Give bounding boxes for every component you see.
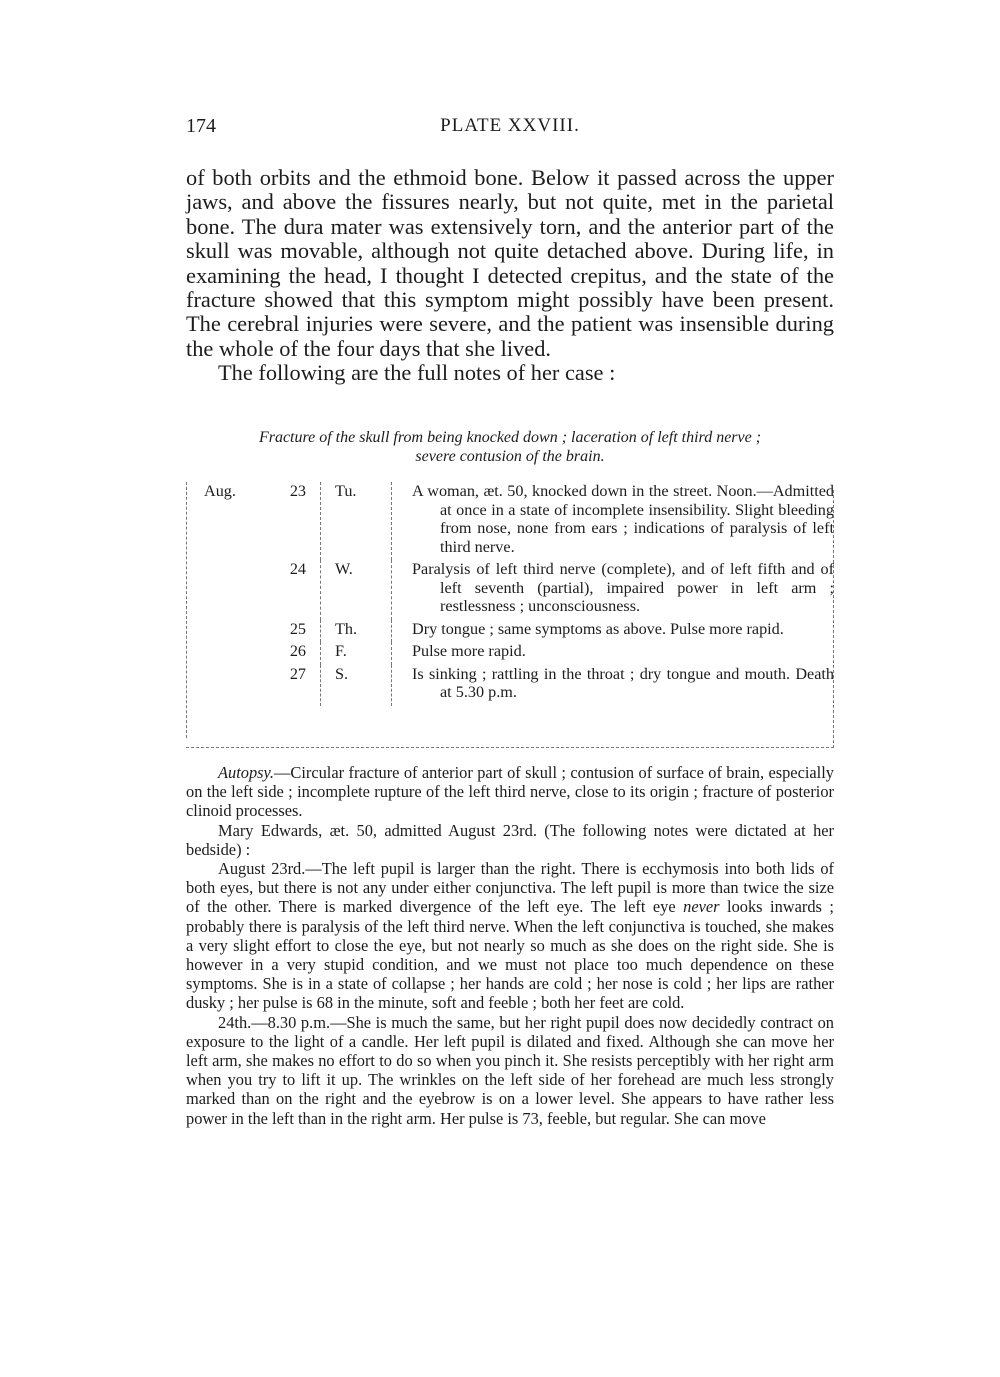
paragraph: The following are the full notes of her case : [218, 360, 616, 386]
note-cell [392, 482, 835, 560]
clinical-notes [186, 763, 834, 1128]
day-cell: 27 [262, 665, 321, 706]
table-border-bottom [186, 747, 834, 748]
day-cell: 23 [262, 482, 321, 560]
emphasis-never: never [683, 897, 720, 917]
weekday-cell: F. [321, 642, 392, 665]
month-cell [186, 560, 262, 620]
autopsy-text: —Circular fracture of anterior part of skull ; contusion of surface of brain, especially on the left side ; incomplete rupture of the left third nerve, close to its origin ; fracture of posterior clinoid processes. [186, 763, 834, 821]
table-row [186, 560, 834, 620]
case-notes-table [186, 482, 834, 706]
note-text: Is sinking ; rattling in the throat ; dry tongue and mouth. Death at 5.30 p.m. [412, 664, 834, 701]
table-row [186, 482, 834, 560]
aug23-paragraph [186, 859, 834, 1013]
note-text: Dry tongue ; same symptoms as above. Pulse more rapid. [412, 619, 784, 638]
table-row [186, 642, 834, 665]
note-cell [392, 620, 835, 643]
paragraph: of both orbits and the ethmoid bone. Below it passed across the upper jaws, and above the fissures nearly, but not quite, met in the parietal bone. The dura mater was extensively torn, and the anterior part of the skull was movable, although not quite detached above. During life, in examining the head, I thought I detected crepitus, and the state of the fracture showed that this symptom might possibly have been present. The cerebral injuries were severe, and the patient was insensible during the whole of the four days that she lived. [186, 165, 834, 361]
page-header [186, 115, 834, 143]
case-title-line: severe contusion of the brain. [415, 448, 605, 465]
weekday-cell: Tu. [321, 482, 392, 560]
case-table [186, 482, 834, 748]
weekday-cell: Th. [321, 620, 392, 643]
aug24-paragraph: 24th.—8.30 p.m.—She is much the same, but her right pupil does now decidedly contract on exposure to the light of a candle. Her left pupil is dilated and fixed. Although she can move her left arm, she makes no effort to do so when you pinch it. She resists perceptibly with her right arm when you try to lift it up. The wrinkles on the left side of her forehead are much less strongly marked than on the right and the eyebrow is on a lower level. She appears to have rather less power in the left than in the right arm. Her pulse is 73, feeble, but regular. She can move [186, 1012, 834, 1128]
note-text: A woman, æt. 50, knocked down in the street. Noon.—Admitted at once in a state of incomplete insensibility. Slight bleeding from nose, none from ears ; indications of paralysis of left third nerve. [412, 482, 834, 556]
day-cell: 24 [262, 560, 321, 620]
autopsy-paragraph [186, 763, 834, 821]
table-border-right [833, 490, 834, 748]
table-row [186, 620, 834, 643]
month-cell [186, 665, 262, 706]
day-cell: 25 [262, 620, 321, 643]
admission-paragraph: Mary Edwards, æt. 50, admitted August 23rd. (The following notes were dictated at her bedside) : [186, 820, 834, 859]
month-cell: Aug. [204, 482, 236, 500]
page-number: 174 [186, 115, 216, 137]
autopsy-label: Autopsy. [218, 763, 274, 782]
aug23-text: August 23rd.—The left pupil is larger than the right. There is ecchymosis into both lids of both eyes, but there is not any under either conjunctiva. The left pupil is more than twice the size of the other. There is marked divergence of the left eye. The left eye [186, 859, 834, 917]
table-row [186, 665, 834, 706]
running-title: PLATE XXVIII. [440, 115, 580, 136]
aug23-text-cont: looks inwards ; probably there is paralysis of the left third nerve. When the left conjunctiva is touched, she makes a very slight effort to close the eye, but not nearly so much as she does on the right side. She is however in a very stupid condition, and we must not place too much dependence on these symptoms. She is in a state of collapse ; her hands are cold ; her nose is cold ; her lips are rather dusky ; her pulse is 68 in the minute, soft and feeble ; both her feet are cold. [186, 897, 834, 1013]
month-cell [186, 642, 262, 665]
day-cell: 26 [262, 642, 321, 665]
body-text [186, 166, 834, 386]
note-text: Pulse more rapid. [412, 642, 526, 660]
note-cell [392, 560, 835, 620]
weekday-cell: S. [321, 665, 392, 706]
weekday-cell: W. [321, 560, 392, 620]
case-title-line: Fracture of the skull from being knocked down ; laceration of left third nerve ; [258, 429, 762, 446]
table-border-left [186, 482, 187, 738]
month-cell [186, 620, 262, 643]
note-text: Paralysis of left third nerve (complete), and of left fifth and of left seventh (partial), impaired power in left arm ; restlessness ; unconsciousness. [412, 560, 834, 615]
note-cell [392, 642, 835, 665]
case-title [186, 428, 834, 466]
note-cell [392, 665, 835, 706]
